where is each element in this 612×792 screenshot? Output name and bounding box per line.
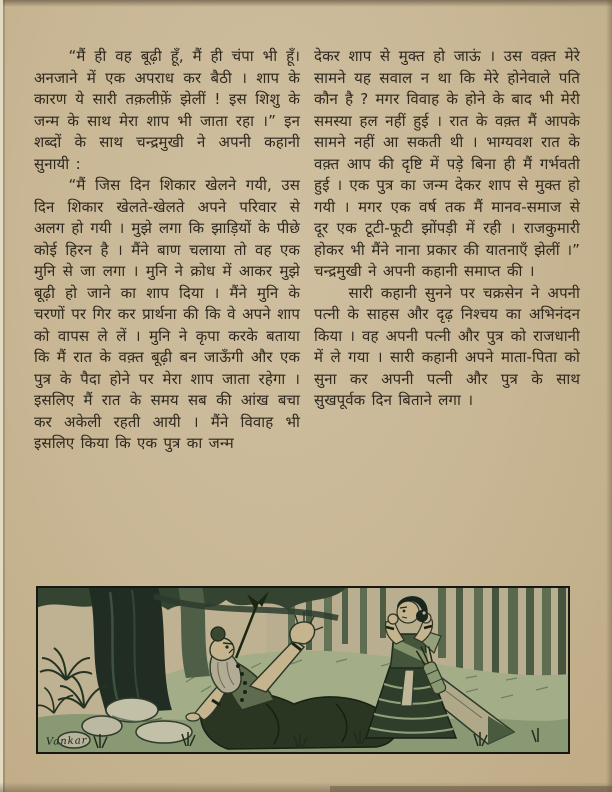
page-left-edge-line xyxy=(3,0,5,792)
page-bottom-shadow xyxy=(0,782,612,792)
text-column-right xyxy=(314,46,580,412)
paragraph: देकर शाप से मुक्त हो जाऊं । उस वक़्त मेरे सामने यह सवाल न था कि मेरे होनेवाले पति कौन है ? मगर विवाह के होने के बाद भी मेरी समस्या हल नहीं हुई । रात के वक़्त मैं आपके सामने नहीं आ सकती थी । भाग्यवश रात के वक़्त आप की दृष्टि में पड़े बिना ही मैं गर्भवती हुई । एक पुत्र का जन्म देकर शाप से मुक्त हो गयी । मगर एक वर्ष तक मैं मानव-समाज से दूर एक टूटी-फूटी झोंपड़ी में रही । राजकुमारी होकर भी मैंने नाना प्रकार की यातनाएँ झेलीं ।” चन्द्रमुखी ने अपनी कहानी समाप्त की । xyxy=(314,47,580,280)
illustration-drawing xyxy=(36,586,570,754)
page-top-shadow xyxy=(0,0,612,7)
page-right-shadow xyxy=(606,0,612,792)
text-column-left xyxy=(34,46,300,455)
page-bottom-right-shadow xyxy=(330,786,612,792)
story-illustration xyxy=(36,586,570,754)
artist-signature: Vankar xyxy=(45,735,88,748)
page-left-edge xyxy=(0,0,3,792)
paragraph: “मैं ही वह बूढ़ी हूँ, मैं ही चंपा भी हूँ। अनजाने में एक अपराध कर बैठी । शाप के कारण ये सारी तक़लीफ़ें झेलीं ! इस शिशु के जन्म के साथ मेरा शाप भी जाता रहा ।” इन शब्दों के साथ चन्द्रमुखी ने अपनी कहानी सुनायी : xyxy=(34,47,300,173)
paragraph: सारी कहानी सुनने पर चक्रसेन ने अपनी पत्नी के साहस और दृढ़ निश्चय का अभिनंदन किया । वह अपनी पत्नी और पुत्र को राजधानी में ले गया । सारी कहानी अपने माता-पिता को सुना कर अपनी पत्नी और पुत्र के साथ सुखपूर्वक दिन बिताने लगा । xyxy=(314,283,580,409)
paragraph: “मैं जिस दिन शिकार खेलने गयी, उस दिन शिकार खेलते-खेलते अपने परिवार से अलग हो गयी । मुझे लगा कि झाड़ियों के पीछे कोई हिरन है । मैंने बाण चलाया तो वह एक मुनि से जा लगा । मुनि ने क्रोध में आकर मुझे बूढ़ी हो जाने का शाप दिया । मैंने मुनि के चरणों पर गिर कर प्रार्थना की कि वे अपने शाप को वापस ले लें । मुनि ने कृपा करके बताया कि मैं रात के वक़्त बूढ़ी बन जाऊँगी और एक पुत्र के पैदा होने पर मेरा शाप जाता रहेगा । इसलिए मैं रात के समय सब की आंख बचा कर अकेली रहती आयी । मैंने विवाह भी इसलिए किया कि एक पुत्र का जन्म xyxy=(34,176,300,452)
